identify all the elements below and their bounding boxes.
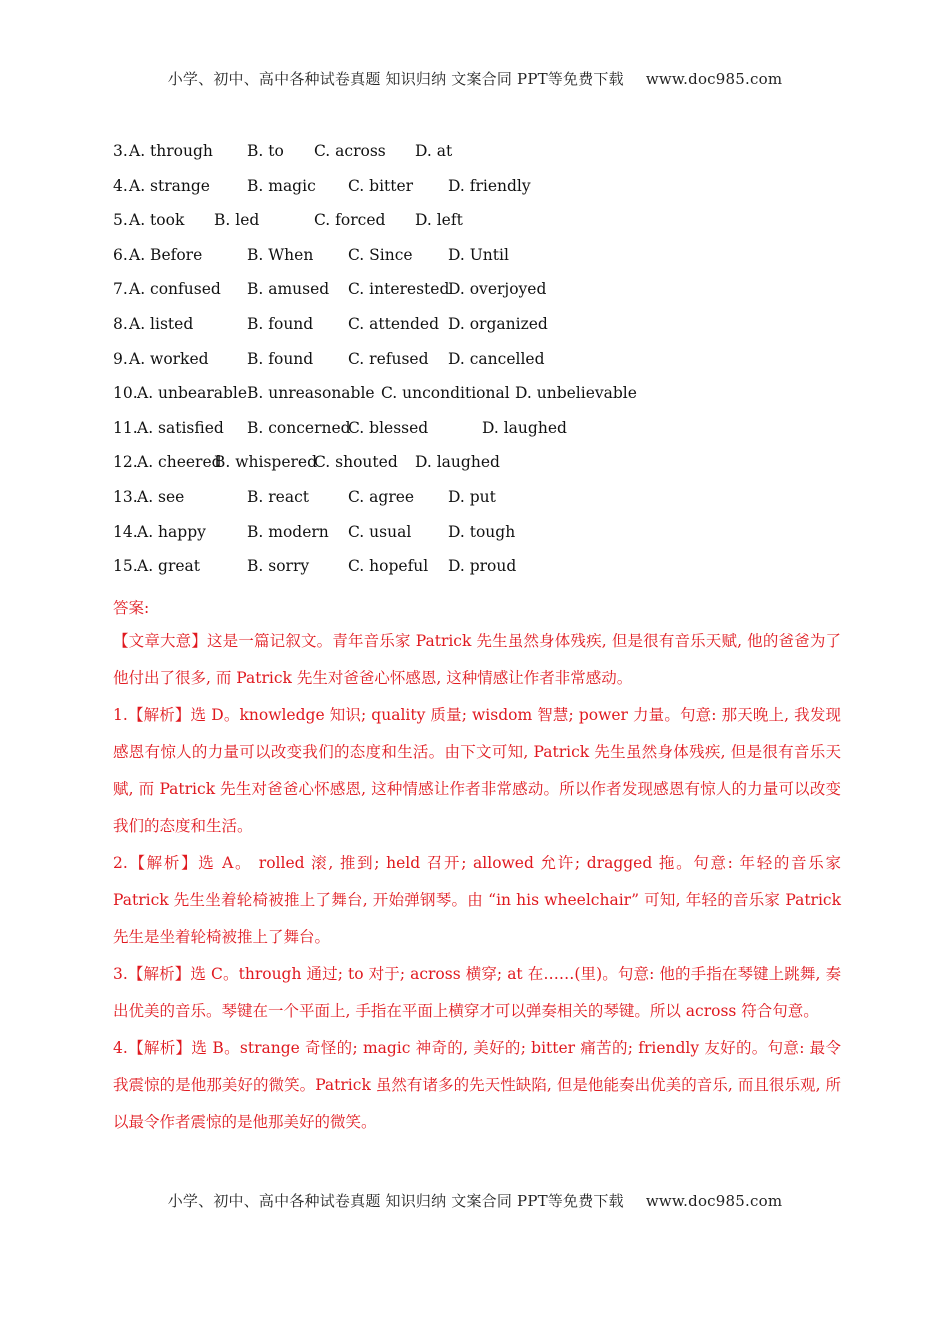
option-c: C. across [314,142,386,160]
option-a: A. happy [137,522,206,541]
question-row-14 [113,523,853,558]
question-number: 12. [113,453,138,472]
option-b: B. When [247,245,314,264]
question-row-15 [113,557,853,592]
question-number: 15. [113,557,138,576]
option-d: D. at [415,142,453,160]
question-row-8 [113,315,853,350]
header-text: 小学、初中、高中各种试卷真题 知识归纳 文案合同 PPT等免费下载 [167,70,624,88]
question-number: 5. [113,211,128,230]
question-row-12 [113,453,853,488]
option-d: D. friendly [448,176,531,195]
answer-explanation-3: 3.【解析】选 C。through 通过; to 对于; across 横穿; at 在……(里)。句意: 他的手指在琴键上跳舞, 奏出优美的音乐。琴键在一个平面上, 手指在平面上横穿才可以弹奏相关的琴键。所以 across 符合句意。 [113,965,841,1020]
question-row-11 [113,419,853,454]
options-list [113,142,853,592]
option-c: C. shouted [314,453,398,472]
option-b: B. found [247,314,314,333]
footer-text: 小学、初中、高中各种试卷真题 知识归纳 文案合同 PPT等免费下载 [167,1192,624,1210]
option-b: B. unreasonable [247,384,375,403]
question-row-9 [113,350,853,385]
option-a: A. satisfied [137,418,224,437]
option-b: B. modern [247,522,329,541]
option-a: A. unbearable [137,384,248,403]
option-a: A. great [137,557,201,576]
option-c: C. bitter [348,176,414,195]
option-c: C. refused [348,349,429,368]
page-header [0,68,950,89]
option-d: D. laughed [415,453,500,472]
option-b: B. amused [247,280,330,299]
option-c: C. attended [348,314,440,333]
question-number: 6. [113,245,128,264]
question-row-5 [113,211,853,246]
option-d: D. proud [448,557,517,576]
option-c: C. hopeful [348,557,429,576]
option-b: B. led [214,211,260,230]
option-b: B. react [247,487,309,506]
footer-site: www.doc985.com [645,1192,783,1210]
option-c: C. unconditional [381,384,510,403]
question-number: 3. [113,142,128,160]
option-d: D. left [415,211,463,230]
answer-label: 答案: [113,599,150,617]
question-row-10 [113,384,853,419]
article-summary: 【文章大意】这是一篇记叙文。青年音乐家 Patrick 先生虽然身体残疾, 但是很有音乐天赋, 他的爸爸为了他付出了很多, 而 Patrick 先生对爸爸心怀感恩, 这种情感让作者非常感动。 [113,632,841,687]
question-number: 9. [113,349,128,368]
answer-explanation-4: 4.【解析】选 B。strange 奇怪的; magic 神奇的, 美好的; bitter 痛苦的; friendly 友好的。句意: 最令我震惊的是他那美好的微笑。Patrick 虽然有诸多的先天性缺陷, 但是他能奏出优美的音乐, 而且很乐观, 所以最令作者震惊的是他那美好的微笑。 [113,1039,841,1131]
option-d: D. tough [448,522,516,541]
option-d: D. laughed [482,418,567,437]
option-a: A. cheered [137,453,222,472]
option-b: B. to [247,142,284,160]
option-b: B. magic [247,176,316,195]
page-footer [0,1190,950,1211]
option-a: A. see [137,487,185,506]
option-b: B. whispered [214,453,318,472]
option-a: A. Before [129,245,203,264]
option-c: C. forced [314,211,386,230]
question-row-7 [113,280,853,315]
option-c: C. Since [348,245,413,264]
question-number: 8. [113,314,128,333]
question-row-4 [113,177,853,212]
option-d: D. unbelievable [515,384,637,403]
option-c: C. blessed [348,418,429,437]
answer-explanation-1: 1.【解析】选 D。knowledge 知识; quality 质量; wisdom 智慧; power 力量。句意: 那天晚上, 我发现感恩有惊人的力量可以改变我们的态度和生活。由下文可知, Patrick 先生虽然身体残疾, 但是很有音乐天赋, 而 Patrick 先生对爸爸心怀感恩, 这种情感让作者非常感动。所以作者发现感恩有惊人的力量可以改变我们的态度和生活。 [113,706,841,835]
question-row-13 [113,488,853,523]
question-row-6 [113,246,853,281]
answer-explanation-2: 2.【解析】选 A。 rolled 滚, 推到; held 召开; allowed 允许; dragged 拖。句意: 年轻的音乐家 Patrick 先生坐着轮椅被推上了舞台, 开始弹钢琴。由 “in his wheelchair” 可知, 年轻的音乐家 Patrick 先生是坐着轮椅被推上了舞台。 [113,854,841,946]
option-d: D. put [448,487,496,506]
option-b: B. concerned [247,418,351,437]
answer-section [113,593,841,1141]
option-c: C. interested [348,280,450,299]
option-d: D. Until [448,245,509,264]
option-c: C. usual [348,522,412,541]
question-number: 10. [113,384,138,403]
header-site: www.doc985.com [645,70,783,88]
option-b: B. found [247,349,314,368]
question-number: 4. [113,176,128,195]
option-a: A. listed [129,314,194,333]
option-d: D. overjoyed [448,280,547,299]
option-d: D. organized [448,314,548,333]
option-a: A. strange [129,176,210,195]
option-a: A. confused [129,280,221,299]
question-number: 13. [113,487,138,506]
question-number: 11. [113,418,138,437]
question-row-3 [113,142,853,177]
question-number: 14. [113,522,138,541]
option-a: A. took [129,211,185,230]
question-number: 7. [113,280,128,299]
option-c: C. agree [348,487,415,506]
option-b: B. sorry [247,557,310,576]
option-a: A. through [129,142,213,160]
option-a: A. worked [129,349,209,368]
option-d: D. cancelled [448,349,545,368]
